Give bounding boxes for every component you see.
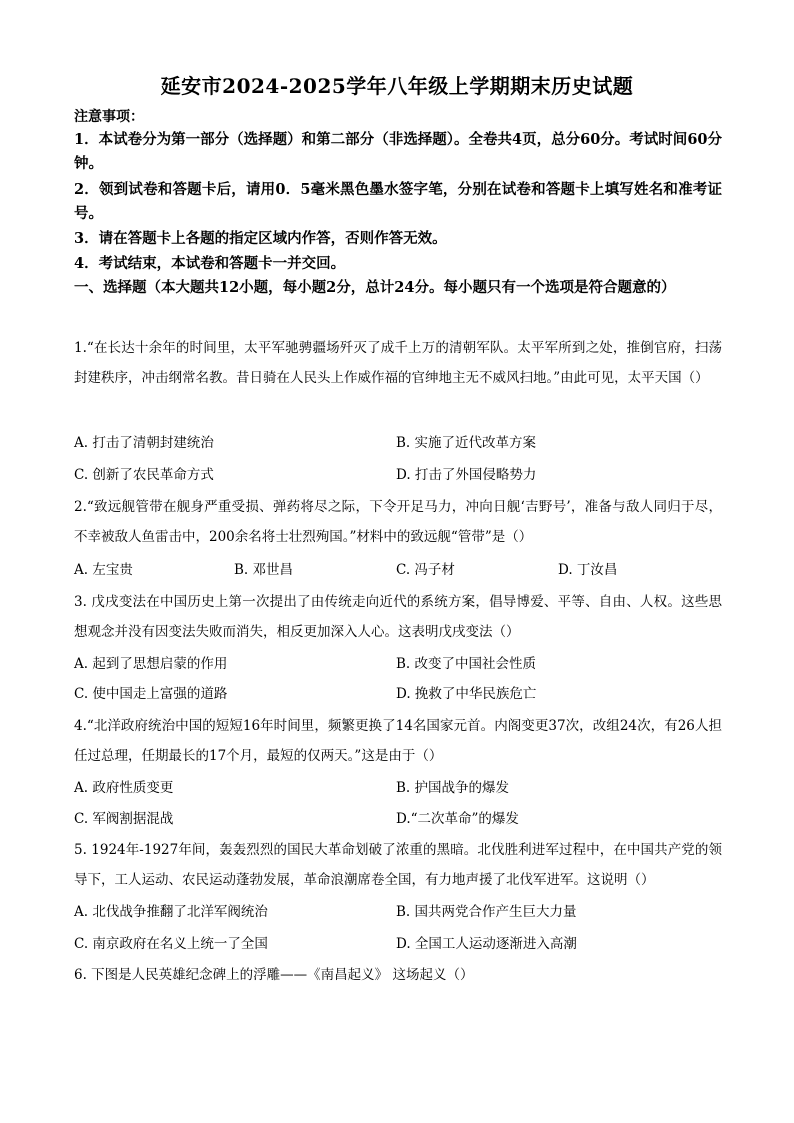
- question-2-option-a[interactable]: A. 左宝贵: [74, 562, 133, 578]
- question-4-option-c[interactable]: C. 军阀割据混战: [74, 811, 174, 827]
- question-1-option-a[interactable]: A. 打击了清朝封建统治: [74, 435, 214, 451]
- question-2-stem: 2.“致远舰管带在舰身严重受损、弹药将尽之际，下令开足马力，冲向日舰‘吉野号’，准备与敌人同归于尽，不幸被敌人鱼雷击中，200余名将士壮烈殉国。”材料中的致远舰“管带”是（）: [74, 499, 722, 545]
- question-1-option-d[interactable]: D. 打击了外国侵略势力: [396, 467, 537, 483]
- note-item: 2．领到试卷和答题卡后，请用0．5毫米黑色墨水签字笔，分别在试卷和答题卡上填写姓名和准考证号。: [74, 181, 722, 222]
- question-1-stem: 1.“在长达十余年的时间里，太平军驰骋疆场歼灭了成千上万的清朝军队。太平军所到之处，推倒官府，扫荡封建秩序，冲击纲常名教。昔日骑在人民头上作威作福的官绅地主无不威风扫地。”由此可见，太平天国（）: [74, 340, 722, 386]
- question-1-option-b[interactable]: B. 实施了近代改革方案: [396, 435, 537, 451]
- question-5-option-a[interactable]: A. 北伐战争推翻了北洋军阀统治: [74, 904, 268, 920]
- question-5-option-b[interactable]: B. 国共两党合作产生巨大力量: [396, 904, 577, 920]
- note-item: 4．考试结束，本试卷和答题卡一并交回。: [74, 255, 346, 272]
- note-item: 3．请在答题卡上各题的指定区域内作答，否则作答无效。: [74, 230, 447, 247]
- question-2-option-b[interactable]: B. 邓世昌: [234, 562, 294, 578]
- question-4-option-b[interactable]: B. 护国战争的爆发: [396, 780, 510, 796]
- question-5-stem: 5. 1924年-1927年间，轰轰烈烈的国民大革命划破了浓重的黑暗。北伐胜利进军过程中，在中国共产党的领导下，工人运动、农民运动蓬勃发展，革命浪潮席卷全国，有力地声援了北伐军进军。这说明（）: [74, 842, 722, 888]
- section-heading: 一、选择题（本大题共12小题，每小题2分，总计24分。每小题只有一个选项是符合题意的）: [74, 279, 676, 296]
- question-3-option-d[interactable]: D. 挽救了中华民族危亡: [396, 686, 537, 702]
- question-3-option-c[interactable]: C. 使中国走上富强的道路: [74, 686, 228, 702]
- question-2-option-d[interactable]: D. 丁汝昌: [558, 562, 618, 578]
- question-3-option-a[interactable]: A. 起到了思想启蒙的作用: [74, 656, 228, 672]
- note-item: 1．本试卷分为第一部分（选择题）和第二部分（非选择题）。全卷共4页，总分60分。考试时间60分钟。: [74, 131, 722, 172]
- question-4-option-a[interactable]: A. 政府性质变更: [74, 780, 174, 796]
- question-4-option-d[interactable]: D.“二次革命”的爆发: [396, 811, 519, 827]
- question-1-option-c[interactable]: C. 创新了农民革命方式: [74, 467, 214, 483]
- page-title: 延安市2024-2025学年八年级上学期期末历史试题: [160, 74, 634, 98]
- question-2-option-c[interactable]: C. 冯子材: [396, 562, 455, 578]
- question-3-option-b[interactable]: B. 改变了中国社会性质: [396, 656, 537, 672]
- question-5-option-c[interactable]: C. 南京政府在名义上统一了全国: [74, 936, 268, 952]
- question-3-stem: 3. 戊戌变法在中国历史上第一次提出了由传统走向近代的系统方案，倡导博爱、平等、自由、人权。这些思想观念并没有因变法失败而消失，相反更加深入人心。这表明戊戌变法（）: [74, 594, 722, 640]
- question-4-stem: 4.“北洋政府统治中国的短短16年时间里，频繁更换了14名国家元首。内阁变更37次，改组24次，有26人担任过总理，任期最长的17个月，最短的仅两天。”这是由于（）: [74, 718, 722, 764]
- question-6-stem: 6. 下图是人民英雄纪念碑上的浮雕——《南昌起义》 这场起义（）: [74, 967, 474, 983]
- notes-heading: 注意事项：: [74, 109, 144, 125]
- question-5-option-d[interactable]: D. 全国工人运动逐渐进入高潮: [396, 936, 577, 952]
